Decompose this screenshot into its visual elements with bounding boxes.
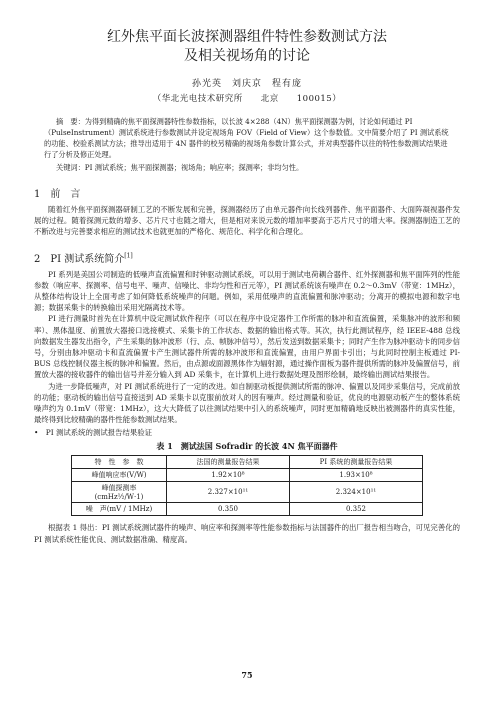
results-table <box>71 455 423 516</box>
section-2-paragraph-3: 为进一步降低噪声，对 PI 测试系统进行了一定的改进。如自制驱动板提供测试所需的脉冲、偏置以及同步采集信号，完成前放的功能；驱动板的输出信号直接送到 AD 采集卡以克服前放对人的因有噪声。经过测量和验证，优良的电源驱动板产生的整体系统噪声约为 0.1mV（带宽：1MHz），这大大降低了以往测试结果中引入的系统噪声，同时更加精确地反映出被测器件的真实性能，最终得到比较精确的器件性能参数测试结果。 <box>34 381 460 425</box>
section-1-heading: 1 前 言 <box>34 189 81 200</box>
table-cell: 1.92×10⁸ <box>167 469 290 482</box>
title-line-2: 及相关视场角的讨论 <box>184 48 310 64</box>
section-1-paragraph: 随着红外焦平面探测器研制工艺的不断发展和完善，探测器经历了由单元器件向长线列器件、焦平面器件、大面阵凝视器件发展的过程。随着探测元数的增多、芯片尺寸也随之增大，但是相对来说元数的增加率要高于芯片尺寸的增大率。探测器制造工艺的不断改进与完善要求相应的测试技术也就更加的严格化、规范化、科学化和合理化。 <box>34 205 460 237</box>
section-2-heading <box>34 250 460 265</box>
table-cell: 1.93×10⁸ <box>290 469 423 482</box>
table-cell: 2.324×10¹¹ <box>290 482 423 503</box>
abstract: 摘 要：为得到精确的焦平面探测器特性参数指标，以长波 4×288（4N）焦平面探测器为例，讨论如何通过 PI（PulseInstrument）测试系统进行参数测试并设定视场角 FOV（Field of View）这个参数值。文中简要介绍了 PI 测试系统的功能、校验系测试方法；推导出适用于 4N 器件的校另精确的视场角参数计算公式，并对典型器件以往的特性参数测试结果进行了分析及修正处理。 <box>44 117 449 159</box>
section-2-paragraph-2: PI 进行测量时首先在计算机中设定测试软件程序（可以在程序中设定器件工作所需的脉冲和直流偏置，采集脉冲的波形和频率）、黑体温度、前置放大器接口选接模式、采集卡的工作状态、数据的输出格式等。其次，执行此测试程序，经 IEEE-488 总线向数据发生器发出指令，产生采集的脉冲波形（行、点、帧脉冲信号），然后发送到数据采集卡；同时产生作为脉冲驱动卡的同步信号，分别由脉冲驱动卡和直流偏置卡产生测试器件所需的脉冲波形和直流偏置，由用户界面卡引出；与此同时控制主板通过 PI-BUS 总线控制仪器主板的脉冲和偏置。然后，由点源或面源黑体作为辐射源，通过操作面板为器件提供所需的脉冲及偏置信号，前置放大器的接收器件的输出信号并差分输入到 AD 采集卡，在计算机上进行数据处理及图形绘制，最终输出测试结果报告。 <box>34 314 460 380</box>
authors: 孙光英 刘庆京 程有庞 <box>191 79 302 89</box>
page-number: 75 <box>241 670 253 680</box>
table-row <box>72 482 423 503</box>
citation-ref: [1] <box>124 252 133 260</box>
table-header: 特 性 参 数 <box>72 456 167 469</box>
keywords: 关键词：PI 测试系统；焦平面探测器；视场角；响应率；探测率；非均匀性。 <box>56 163 304 172</box>
table-cell: 0.352 <box>290 503 423 516</box>
after-table-paragraph: 根据表 1 得出：PI 测试系统测试器件的噪声、响应率和探测率等性能参数指标与法国器件的出厂报告相当吻合，可见完善化的 PI 测试系统性能优良、测试数据准确、精度高。 <box>34 523 460 544</box>
table-cell: 峰值探测率(cmHz½/W·1) <box>72 482 167 503</box>
section-2-title: 2 PI 测试系统简介 <box>34 253 125 265</box>
table-cell: 噪 声(mV / 1MHz) <box>72 503 167 516</box>
section-2-paragraph-1: PI 系列是美国公司制造的低噪声直流偏置和时钟驱动测试系统，可以用于测试电荷耦合器件、红外探测器和焦平面阵列的性能参数（响应率、探测率、信号电平、噪声、信噪比、非均匀性和百元等），PI 测试系统该有噪声在 0.2～0.3mV（带宽：1MHz），从整体结构设计上全面考虑了如何降低系统噪声的问题。例如，采用低噪声的直流偏置和脉冲驱动；分离开的模拟电源和数字电源；数据采集卡的转换输出采用光隔离技术等。 <box>34 269 460 313</box>
title-line-1: 红外焦平面长波探测器组件特性参数测试方法 <box>107 29 387 45</box>
paper-title <box>34 28 460 66</box>
table-caption: 表 1 测试法国 Sofradir 的长波 4N 焦平面器件 <box>156 441 338 452</box>
table-header-row <box>72 456 423 469</box>
table-cell: 2.327×10¹¹ <box>167 482 290 503</box>
affiliation: （华北光电技术研究所 北京 100015） <box>152 94 342 104</box>
table-header: 法国的测量报告结果 <box>167 456 290 469</box>
table-cell: 0.350 <box>167 503 290 516</box>
table-header: PI 系统的测量报告结果 <box>290 456 423 469</box>
table-row <box>72 503 423 516</box>
table-row <box>72 469 423 482</box>
bullet-item: • PI 测试系统的测试报告结果验证 <box>34 428 153 438</box>
table-cell: 峰值响应率(V/W) <box>72 469 167 482</box>
